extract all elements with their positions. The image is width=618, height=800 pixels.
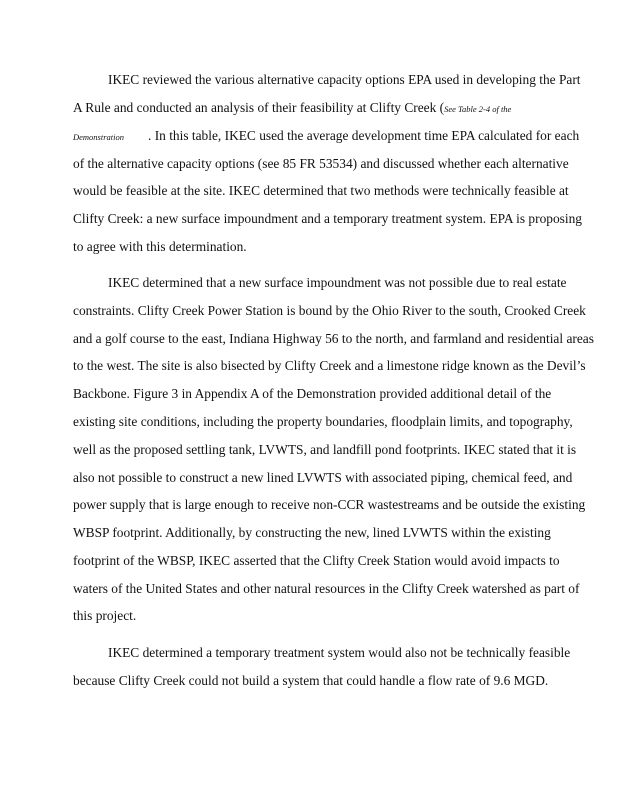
paragraph-3-line-1: IKEC determined a temporary treatment system would also not be technically feasible xyxy=(108,645,571,660)
paragraph-2-line-8: also not possible to construct a new lined LVWTS with associated piping, chemical feed, and xyxy=(73,470,573,485)
paragraph-2-line-3: and a golf course to the east, Indiana Highway 56 to the north, and farmland and residential areas xyxy=(73,331,594,346)
paragraph-2-line-5: Backbone. Figure 3 in Appendix A of the Demonstration provided additional detail of the xyxy=(73,386,552,401)
paragraph-1-line-7: to agree with this determination. xyxy=(73,239,247,254)
paragraph-2-line-4: to the west. The site is also bisected by Clifty Creek and a limestone ridge known as the Devil’s xyxy=(73,358,586,373)
paragraph-1-line-1: IKEC reviewed the various alternative capacity options EPA used in developing the Part xyxy=(108,72,581,87)
paragraph-3-line-2: because Clifty Creek could not build a system that could handle a flow rate of 9.6 MGD. xyxy=(73,673,549,688)
paragraph-1-line-3-text: . In this table, IKEC used the average development time EPA calculated for each xyxy=(148,128,580,143)
paragraph-2-line-2: constraints. Clifty Creek Power Station is bound by the Ohio River to the south, Crooked Creek xyxy=(73,303,586,318)
paragraph-2-line-13: this project. xyxy=(73,608,137,623)
paragraph-1-line-2 xyxy=(73,100,511,117)
table-reference: See Table 2-4 of the xyxy=(444,104,512,114)
paragraph-2-line-6: existing site conditions, including the property boundaries, floodplain limits, and topography, xyxy=(73,414,573,429)
demonstration-reference: Demonstration xyxy=(73,132,124,142)
paragraph-2-line-12: waters of the United States and other natural resources in the Clifty Creek watershed as part of xyxy=(73,581,580,596)
paragraph-2-line-7: well as the proposed settling tank, LVWTS, and landfill pond footprints. IKEC stated that it is xyxy=(73,442,577,457)
paragraph-1-line-4: of the alternative capacity options (see 85 FR 53534) and discussed whether each alternative xyxy=(73,156,569,171)
paragraph-2-line-1: IKEC determined that a new surface impoundment was not possible due to real estate xyxy=(108,275,567,290)
paragraph-2-line-9: power supply that is large enough to receive non-CCR wastestreams and be outside the existing xyxy=(73,497,586,512)
paragraph-1-line-5: would be feasible at the site. IKEC determined that two methods were technically feasible at xyxy=(73,183,569,198)
paragraph-2-line-11: footprint of the WBSP, IKEC asserted that the Clifty Creek Station would avoid impacts to xyxy=(73,553,560,568)
paragraph-1-line-3 xyxy=(73,128,579,145)
paragraph-2-line-10: WBSP footprint. Additionally, by constructing the new, lined LVWTS within the existing xyxy=(73,525,551,540)
paragraph-1-line-6: Clifty Creek: a new surface impoundment and a temporary treatment system. EPA is proposing xyxy=(73,211,582,226)
paragraph-1-line-2-text: A Rule and conducted an analysis of their feasibility at Clifty Creek ( xyxy=(73,100,445,115)
